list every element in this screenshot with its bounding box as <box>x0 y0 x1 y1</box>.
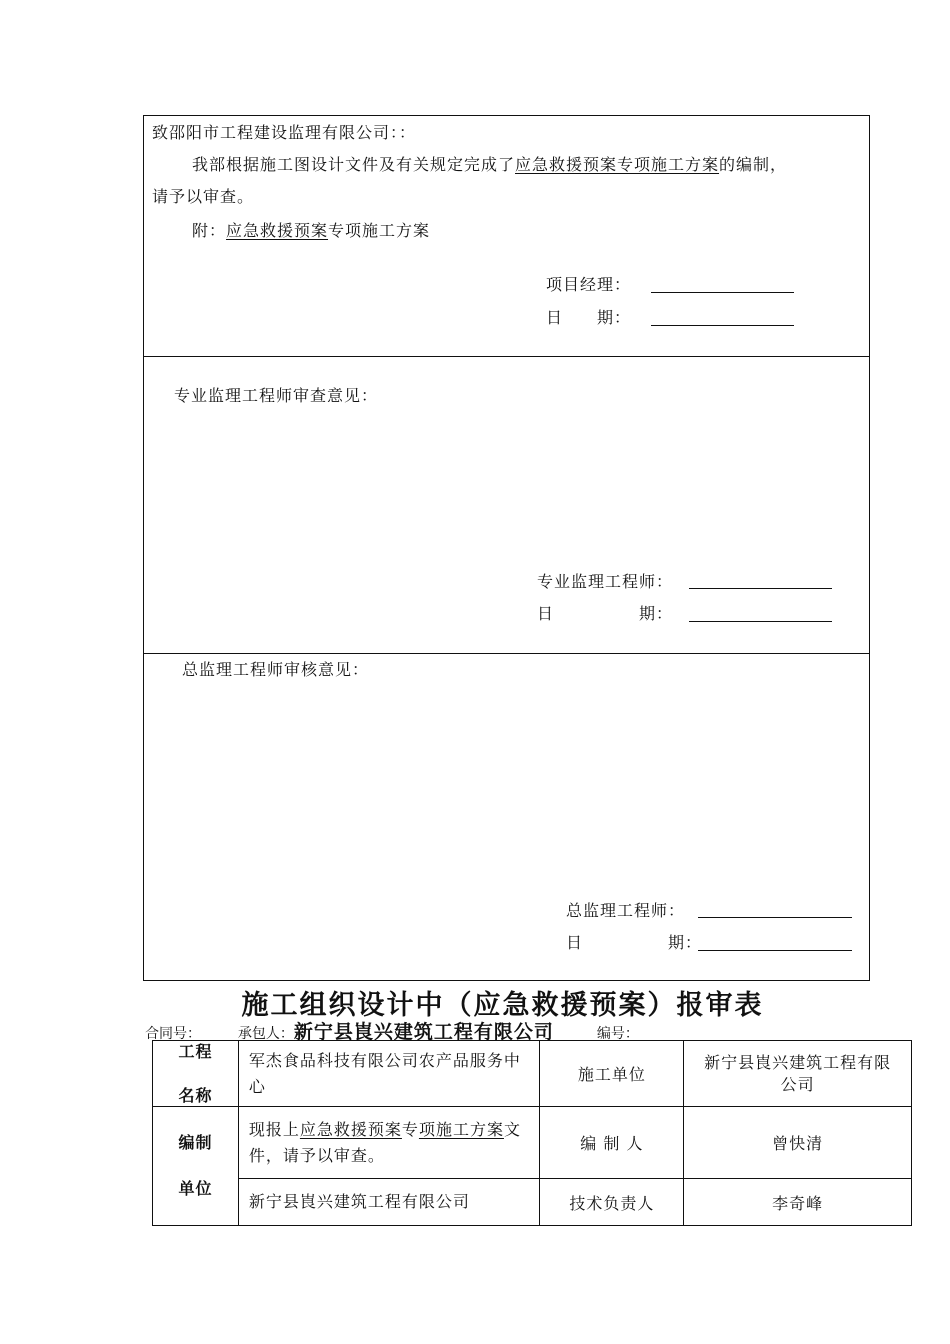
project-manager-label: 项目经理： <box>546 275 632 294</box>
specialist-date-label: 日 期： <box>537 604 674 623</box>
chief-date-line[interactable] <box>698 936 852 951</box>
compile-unit-label-cell <box>153 1107 239 1226</box>
compile-unit-label-2: 单位 <box>178 1179 213 1198</box>
project-name-label-cell <box>153 1041 239 1107</box>
submission-mid: 专 <box>401 1119 419 1139</box>
tech-lead-name-cell: 李奇峰 <box>684 1179 912 1226</box>
chief-date-label: 日 期： <box>566 933 703 952</box>
section-divider <box>144 356 869 357</box>
compile-unit-label-1: 编制 <box>178 1133 213 1152</box>
specialist-signature-line[interactable] <box>689 574 832 589</box>
letter-body-line2: 请予以审查。 <box>152 187 255 206</box>
contractor-label: 承包人： <box>237 1026 294 1042</box>
project-name-cell: 军杰食品科技有限公司农产品服务中心 <box>238 1041 540 1107</box>
project-manager-signature-line[interactable] <box>651 278 794 293</box>
contractor-name: 新宁县崀兴建筑工程有限公司 <box>293 1021 554 1043</box>
attachment-line <box>192 218 430 241</box>
plan-name: 应急救援预案专项施工方案 <box>515 155 720 174</box>
attachment-suffix: 专项施工方案 <box>328 221 431 240</box>
submission-plan-name: 应急救援预案 <box>299 1119 402 1139</box>
letter-body-text: 我部根据施工图设计文件及有关规定完成了 <box>192 155 516 174</box>
specialist-date-line[interactable] <box>689 607 832 622</box>
compiler-name-cell: 曾快清 <box>684 1107 912 1179</box>
construction-unit-cell: 新宁县崀兴建筑工程有限公司 <box>684 1041 912 1107</box>
submission-suffix: 文件，请予以审查。 <box>248 1119 521 1165</box>
letter-body <box>192 152 787 175</box>
approval-table <box>152 1040 912 1226</box>
date-row-1 <box>546 305 631 328</box>
submission-plan-suffix: 项施工方案 <box>418 1119 504 1139</box>
table-row <box>153 1107 912 1179</box>
attachment-name: 应急救援预案 <box>226 221 329 240</box>
letter-body-text-end: 的编制， <box>719 155 788 174</box>
construction-unit-label-cell: 施工单位 <box>540 1041 684 1107</box>
compiler-label-cell: 编 制 人 <box>540 1107 684 1179</box>
chief-review-heading: 总监理工程师审核意见： <box>182 660 370 679</box>
section-divider <box>144 653 869 654</box>
specialist-signer-label: 专业监理工程师： <box>537 572 674 591</box>
chief-signature-line[interactable] <box>698 903 852 918</box>
form-title: 施工组织设计中（应急救援预案）报审表 <box>241 990 764 1021</box>
chief-signer-label: 总监理工程师： <box>566 901 686 920</box>
table-row <box>153 1041 912 1107</box>
project-name-label-1: 工程 <box>178 1041 213 1061</box>
table-row <box>153 1179 912 1226</box>
submission-prefix: 现报上 <box>248 1119 300 1139</box>
compile-unit-cell: 新宁县崀兴建筑工程有限公司 <box>238 1179 540 1226</box>
serial-number-label: 编号： <box>596 1026 639 1042</box>
letter-addressee: 致邵阳市工程建设监理有限公司：： <box>152 123 417 142</box>
tech-lead-label-cell: 技术负责人 <box>540 1179 684 1226</box>
review-form-box <box>143 115 870 981</box>
project-name-label-2: 名称 <box>178 1085 213 1105</box>
submission-text-cell <box>238 1107 540 1179</box>
specialist-review-heading: 专业监理工程师审查意见： <box>174 386 379 405</box>
date-label: 日 期： <box>546 308 632 327</box>
attachment-prefix: 附： <box>192 221 227 240</box>
contract-number-label: 合同号： <box>145 1026 201 1042</box>
project-manager-row <box>546 272 631 295</box>
date-line[interactable] <box>651 311 794 326</box>
